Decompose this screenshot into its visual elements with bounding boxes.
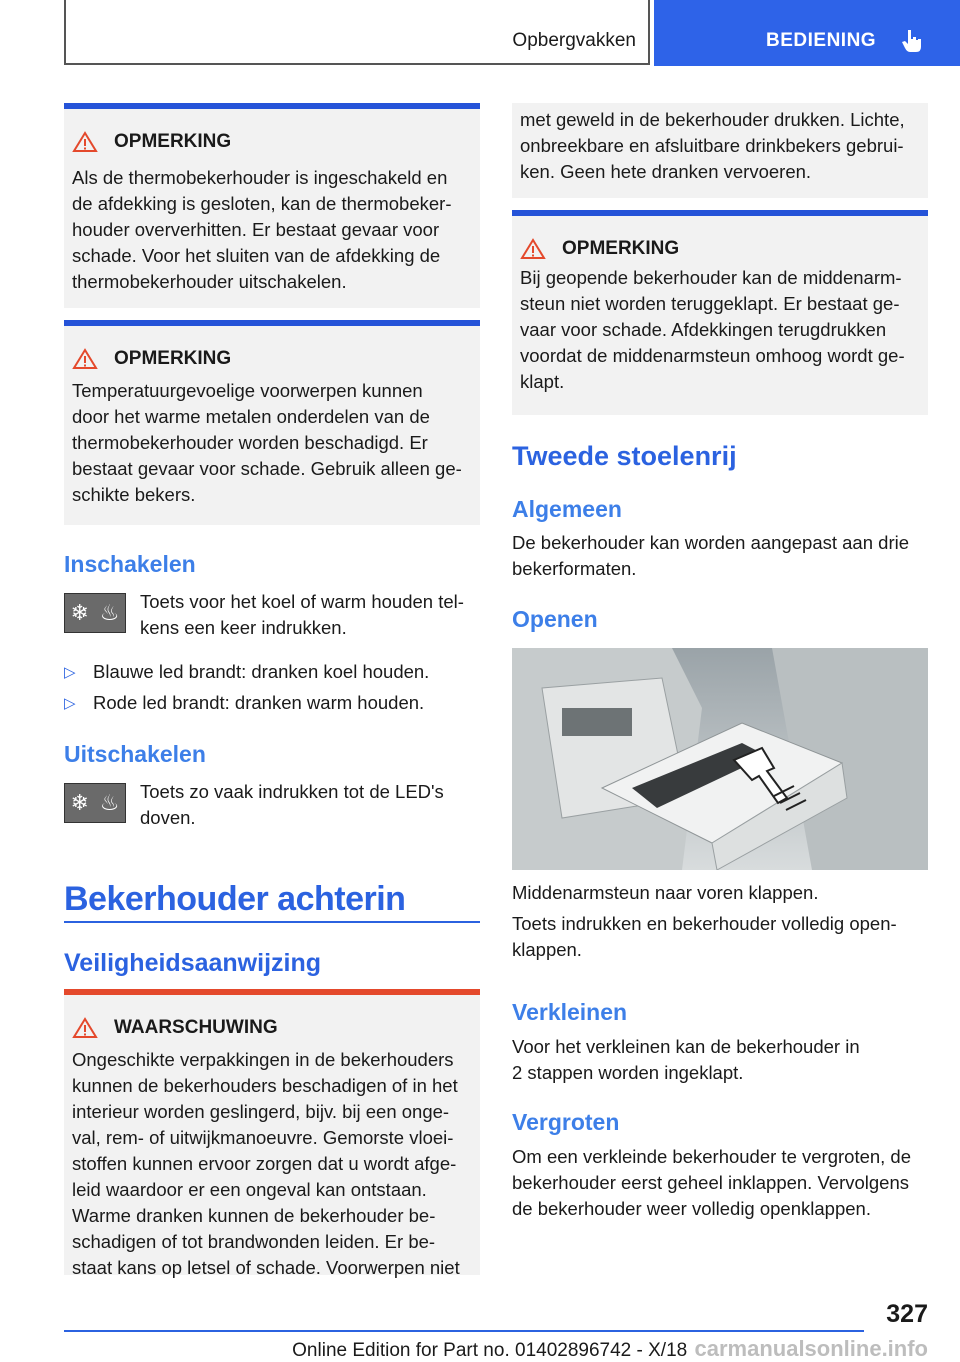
header-divider <box>648 0 650 64</box>
text-line: Als de thermobekerhouder is ingeschakeld en <box>72 167 448 188</box>
snowflake-icon: ❄ <box>70 790 89 815</box>
text-line: vaar voor schade. Afdekkingen terugdrukken <box>520 319 887 340</box>
notice-title <box>72 348 231 370</box>
text-line: houder oververhitten. Er bestaat gevaar voor <box>72 219 440 240</box>
text-line: val, rem- of uitwijkmanoeuvre. Gemorste vloei- <box>72 1127 454 1148</box>
text-line: thermobekerhouder worden beschadigd. Er <box>72 432 428 453</box>
section-heading: Tweede stoelenrij <box>512 441 737 471</box>
header-divider <box>64 63 650 65</box>
footer-rule <box>64 1330 864 1332</box>
warning-triangle-icon <box>72 348 98 370</box>
text-line: staat kans op letsel of schade. Voorwerpen niet <box>72 1257 460 1278</box>
heat-waves-icon: ♨ <box>99 600 120 625</box>
warning-text <box>520 107 922 185</box>
thermo-button-icon <box>64 783 126 823</box>
warning-box-continued <box>512 103 928 198</box>
text-line: de afdekking is gesloten, kan de thermobeker- <box>72 193 452 214</box>
list-item <box>64 692 424 714</box>
text-line: de bekerhouder weer volledig openklappen. <box>512 1198 871 1219</box>
notice-box <box>512 210 928 415</box>
text-line: ken. Geen hete dranken vervoeren. <box>520 161 812 182</box>
heading-rule <box>64 921 480 923</box>
heat-waves-icon: ♨ <box>99 790 120 815</box>
text-line: thermobekerhouder uitschakelen. <box>72 271 347 292</box>
notice-box <box>64 103 480 308</box>
paragraph <box>140 589 482 641</box>
warning-triangle-icon <box>72 1017 98 1039</box>
text-line: onbreekbare en afsluitbare drinkbekers gebrui- <box>520 135 904 156</box>
heading-openen: Openen <box>512 606 598 632</box>
paragraph <box>512 530 932 582</box>
notice-text <box>72 378 474 508</box>
section-title: Opbergvakken <box>512 30 636 51</box>
text-line: bekerhouder eerst geheel inklappen. Vervolgens <box>512 1172 910 1193</box>
list-item <box>64 661 429 683</box>
text-line: leid waardoor er een ongeval kan ontstaan. <box>72 1179 427 1200</box>
notice-box <box>64 320 480 525</box>
warning-triangle-icon <box>72 131 98 153</box>
paragraph <box>512 1034 932 1086</box>
heading-vergroten: Vergroten <box>512 1109 620 1135</box>
text-line: steun niet worden teruggeklapt. Er bestaat ge- <box>520 293 900 314</box>
armrest-photo <box>512 648 928 870</box>
text-line: klappen. <box>512 939 582 960</box>
heading-inschakelen: Inschakelen <box>64 551 196 577</box>
text-line: Bij geopende bekerhouder kan de middenarm- <box>520 267 902 288</box>
text-line: doven. <box>140 807 196 828</box>
heading-algemeen: Algemeen <box>512 496 622 522</box>
snowflake-icon: ❄ <box>70 600 89 625</box>
heading-verkleinen: Verkleinen <box>512 999 628 1025</box>
text-line: De bekerhouder kan worden aangepast aan drie <box>512 532 910 553</box>
warning-box <box>64 989 480 1278</box>
notice-title-text: OPMERKING <box>562 238 680 259</box>
text-line: Warme dranken kunnen de bekerhouder be- <box>72 1205 436 1226</box>
notice-text <box>520 265 922 395</box>
notice-bar <box>64 320 480 326</box>
text-line: door het warme metalen onderdelen van de <box>72 406 430 427</box>
list-item-text: Blauwe led brandt: dranken koel houden. <box>93 661 430 682</box>
notice-title-text: OPMERKING <box>114 131 232 152</box>
text-line: Toets voor het koel of warm houden tel- <box>140 591 464 612</box>
warning-title-text: WAARSCHUWING <box>114 1017 278 1038</box>
text-line: kens een keer indrukken. <box>140 617 347 638</box>
paragraph <box>512 911 932 963</box>
notice-bar <box>512 210 928 216</box>
text-line: 2 stappen worden ingeklapt. <box>512 1062 744 1083</box>
header-divider <box>64 0 66 64</box>
hand-pointer-icon <box>900 28 924 54</box>
text-line: met geweld in de bekerhouder drukken. Lichte, <box>520 109 905 130</box>
bullet-triangle-icon: ▷ <box>64 664 76 681</box>
step-text: Middenarmsteun naar voren klappen. <box>512 882 819 903</box>
warning-triangle-icon <box>520 238 546 260</box>
notice-title <box>72 131 231 153</box>
text-line: Toets indrukken en bekerhouder volledig open- <box>512 913 897 934</box>
bullet-triangle-icon: ▷ <box>64 695 76 712</box>
text-line: schikte bekers. <box>72 484 196 505</box>
notice-title <box>520 238 679 260</box>
watermark-text: carmanualsonline.info <box>694 1336 928 1361</box>
text-line: Om een verkleinde bekerhouder te vergroten, de <box>512 1146 912 1167</box>
paragraph <box>140 779 482 831</box>
warning-text <box>72 1047 474 1281</box>
sub-heading: Veiligheidsaanwijzing <box>64 949 322 977</box>
text-line: klapt. <box>520 371 565 392</box>
text-line: bestaat gevaar voor schade. Gebruik alleen ge- <box>72 458 462 479</box>
warning-title <box>72 1017 278 1039</box>
text-line: Temperatuurgevoelige voorwerpen kunnen <box>72 380 423 401</box>
text-line: stoffen kunnen ervoor zorgen dat u wordt afge- <box>72 1153 457 1174</box>
footer-edition <box>64 1336 928 1362</box>
text-line: bekerformaten. <box>512 558 637 579</box>
notice-title-text: OPMERKING <box>114 348 232 369</box>
text-line: Toets zo vaak indrukken tot de LED's <box>140 781 444 802</box>
chapter-tab[interactable] <box>654 0 960 66</box>
chapter-tab-label: BEDIENING <box>766 30 877 51</box>
list-item-text: Rode led brandt: dranken warm houden. <box>93 692 425 713</box>
main-heading: Bekerhouder achterin <box>64 880 406 918</box>
heading-uitschakelen: Uitschakelen <box>64 741 206 767</box>
notice-text <box>72 165 474 295</box>
text-line: Ongeschikte verpakkingen in de bekerhouders <box>72 1049 454 1070</box>
text-line: kunnen de bekerhouders beschadigen of in het <box>72 1075 458 1096</box>
page-number: 327 <box>886 1300 928 1328</box>
notice-bar <box>64 103 480 109</box>
text-line: schade. Voor het sluiten van de afdekking de <box>72 245 441 266</box>
text-line: schadigen of tot brandwonden leiden. Er be- <box>72 1231 436 1252</box>
edition-text: Online Edition for Part no. 01402896742 - X/18 <box>292 1340 688 1361</box>
thermo-button-icon <box>64 593 126 633</box>
page-header <box>0 0 960 66</box>
text-line: Voor het verkleinen kan de bekerhouder in <box>512 1036 860 1057</box>
warning-bar <box>64 989 480 995</box>
text-line: voordat de middenarmsteun omhoog wordt ge- <box>520 345 905 366</box>
text-line: interieur worden geslingerd, bijv. bij een onge- <box>72 1101 450 1122</box>
paragraph <box>512 1144 932 1222</box>
